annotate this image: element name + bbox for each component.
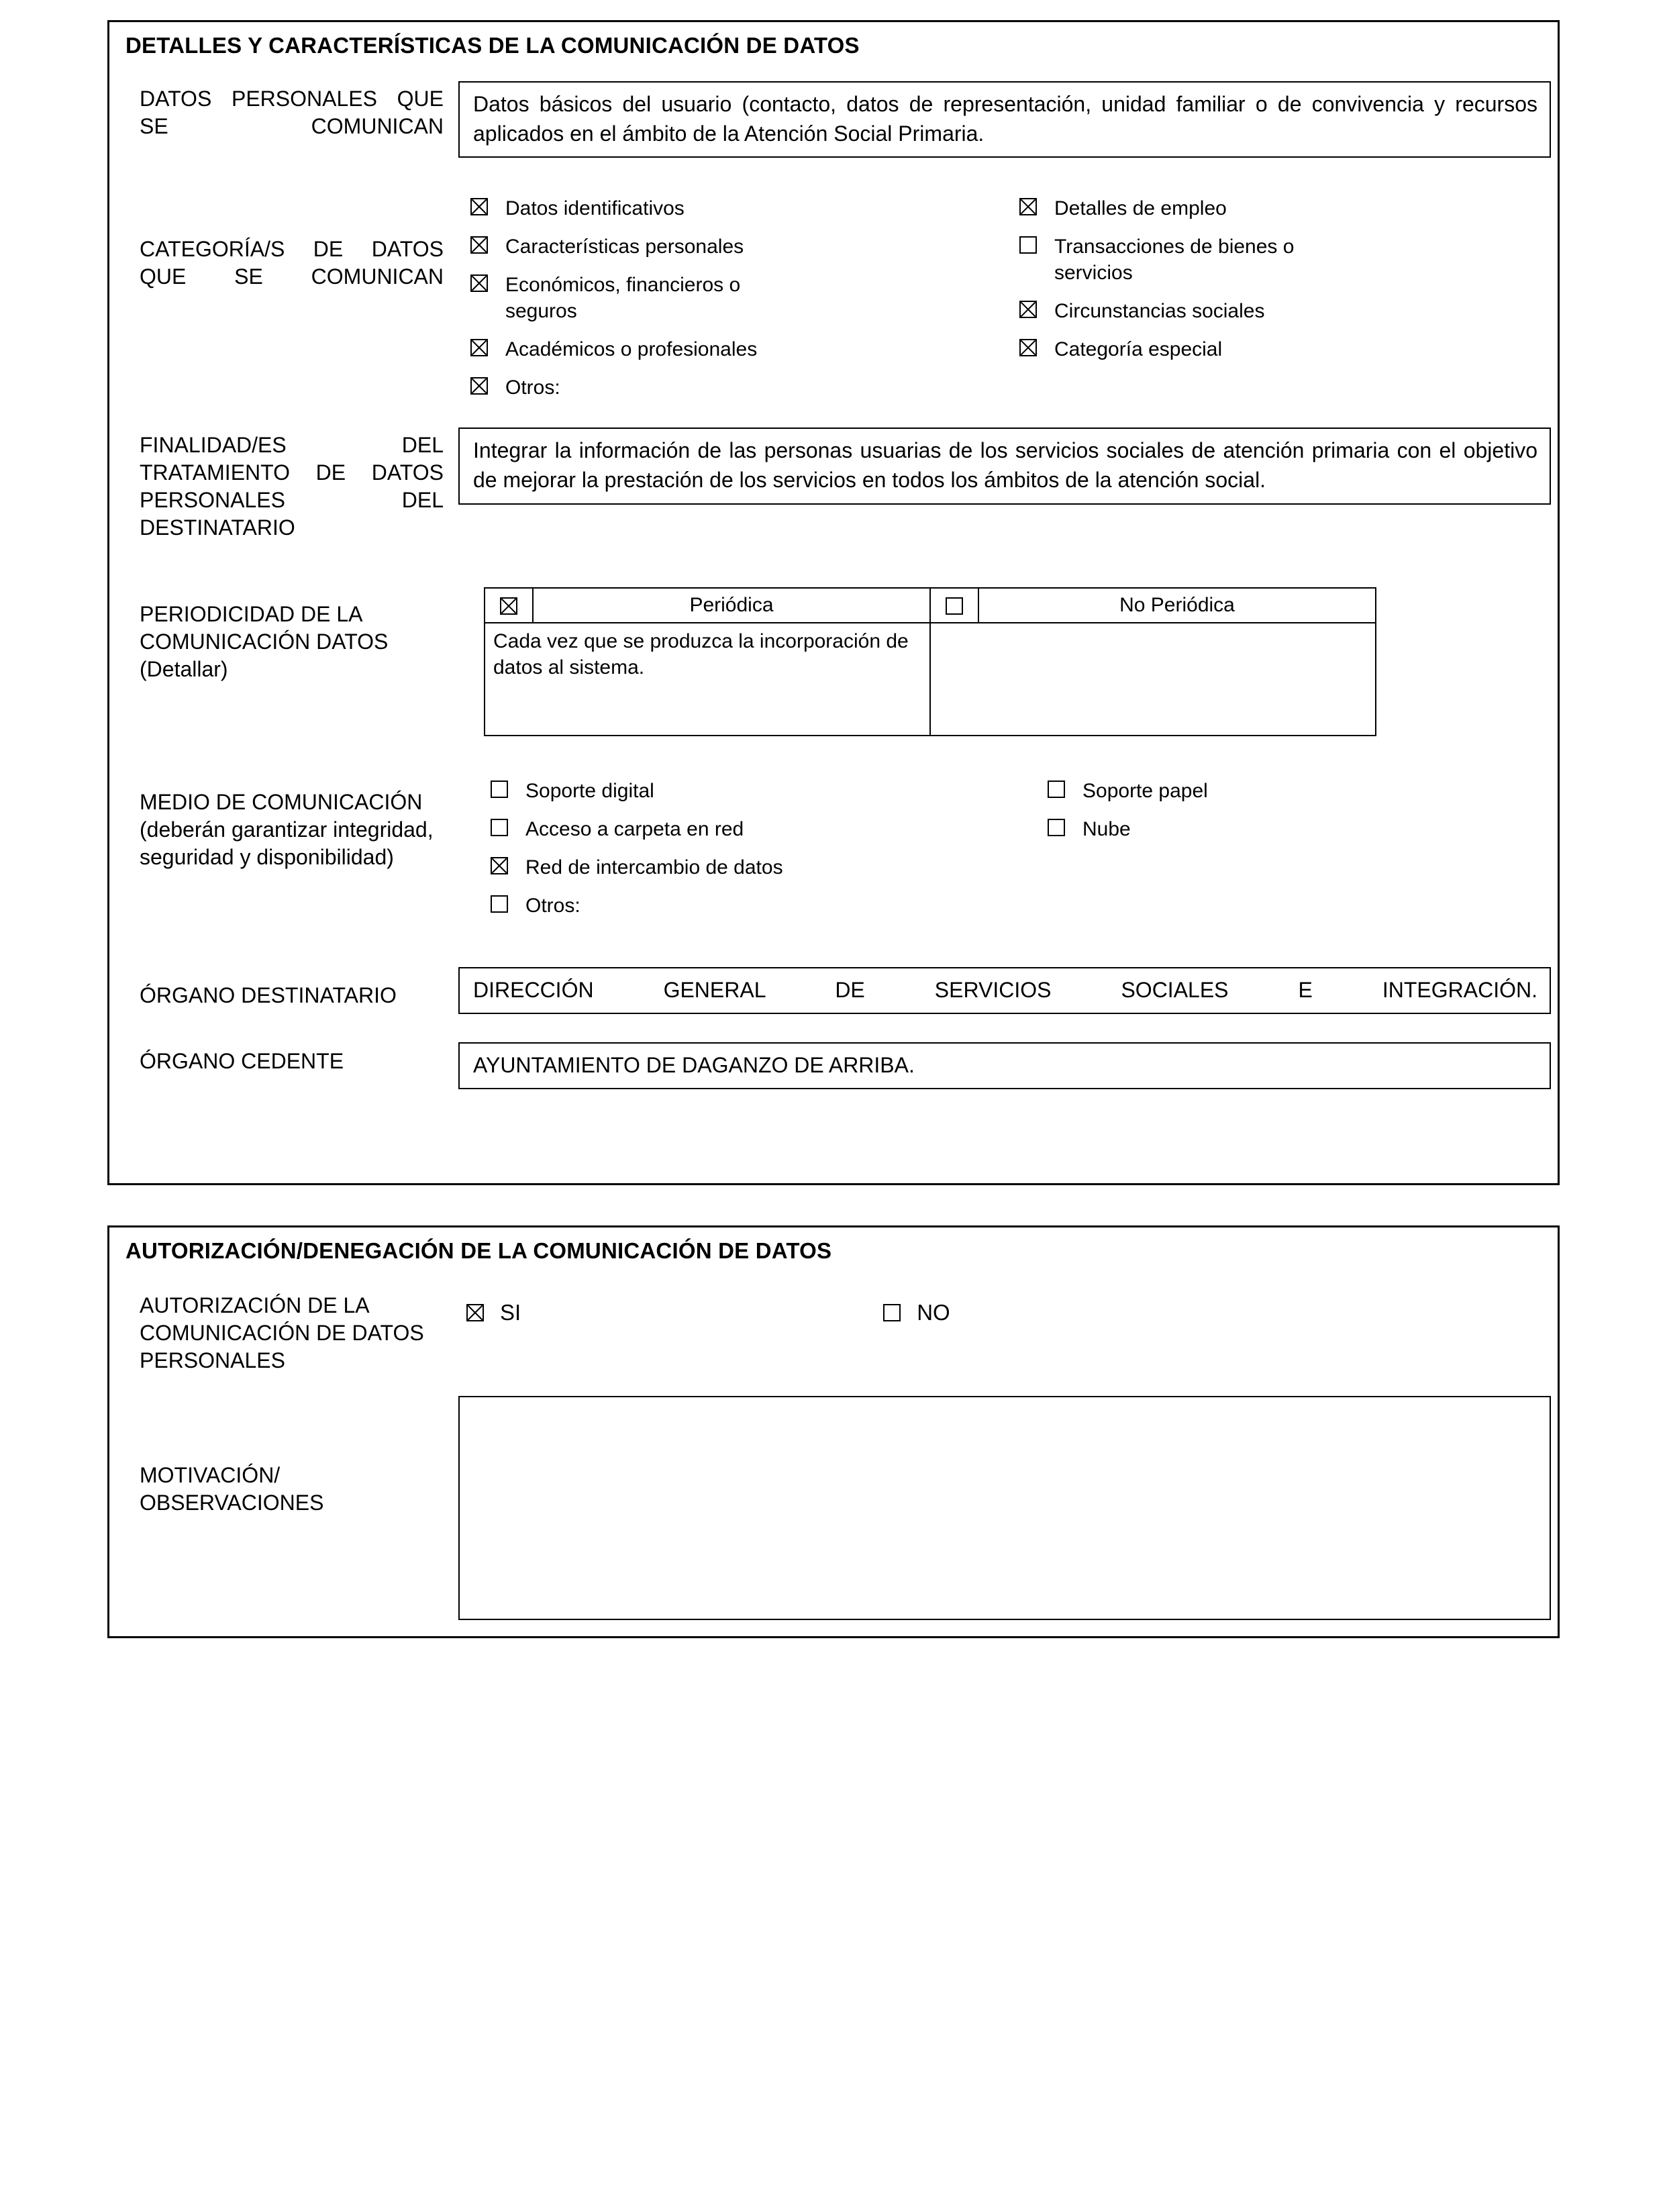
checkbox-nube[interactable] xyxy=(1048,819,1065,836)
checkbox-soporte-papel[interactable] xyxy=(1048,781,1065,798)
table-row xyxy=(485,623,1376,736)
checkbox-row-otros-medio[interactable] xyxy=(491,893,1001,919)
checkbox-row-circunstancias-sociales[interactable] xyxy=(1019,298,1558,324)
checkbox-transacciones-bienes[interactable] xyxy=(1019,236,1037,254)
checkbox-label: Categoría especial xyxy=(1054,338,1223,361)
checkbox-label: Académicos o profesionales xyxy=(505,338,758,361)
checkbox-label: Soporte papel xyxy=(1082,780,1208,803)
checkbox-economicos-financieros[interactable] xyxy=(470,274,488,292)
detail-no-periodica[interactable] xyxy=(930,623,1376,736)
checkbox-label: NO xyxy=(917,1300,950,1325)
checkbox-row-red-intercambio-datos[interactable] xyxy=(491,854,786,881)
header-no-periodica: No Periódica xyxy=(978,588,1376,623)
label-datos-personales xyxy=(109,81,458,144)
checkbox-cell-periodica[interactable] xyxy=(485,588,533,623)
label-periodicidad-line3: (Detallar) xyxy=(140,657,228,682)
label-motivacion xyxy=(109,1396,458,1521)
checkbox-row-soporte-papel[interactable] xyxy=(1048,778,1558,804)
table-row xyxy=(485,588,1376,623)
checkbox-label: Otros: xyxy=(525,895,580,917)
row-finalidad xyxy=(109,428,1558,546)
checkbox-autorizacion-no[interactable] xyxy=(883,1304,901,1321)
row-datos-personales xyxy=(109,81,1558,158)
checkbox-row-economicos-financieros[interactable] xyxy=(470,272,759,324)
checkbox-row-caracteristicas-personales[interactable] xyxy=(470,234,1009,260)
checkbox-row-datos-identificativos[interactable] xyxy=(470,195,1009,221)
label-motivacion-line1: MOTIVACIÓN/ xyxy=(140,1463,281,1488)
checkbox-row-transacciones-bienes[interactable] xyxy=(1019,234,1368,286)
label-motivacion-line2: OBSERVACIONES xyxy=(140,1491,324,1515)
value-finalidad: Integrar la información de las personas usuarias de los servicios sociales de atención primaria con el objetivo de mejorar la prestación de los servicios en todos los ámbitos de la atención social. xyxy=(458,428,1551,504)
section-detalles-caracteristicas xyxy=(107,20,1560,1185)
label-categorias-text: CATEGORÍA/S DE DATOS QUE SE COMUNICAN xyxy=(140,237,444,289)
checkbox-label: Detalles de empleo xyxy=(1054,197,1227,220)
checkbox-otros-categorias[interactable] xyxy=(470,377,488,395)
checkbox-no-periodica[interactable] xyxy=(946,597,963,615)
label-organo-destinatario-text: ÓRGANO DESTINATARIO xyxy=(140,983,397,1008)
row-periodicidad xyxy=(109,585,1558,736)
label-organo-cedente xyxy=(109,1042,458,1079)
medio-options xyxy=(458,774,1558,931)
label-medio-line2: (deberán garantizar integridad, seguridad y disponibilidad) xyxy=(140,817,434,870)
periodicidad-table xyxy=(484,587,1376,736)
label-finalidad-text: FINALIDAD/ES DEL TRATAMIENTO DE DATOS PERSONALES DEL DESTINATARIO xyxy=(140,433,444,540)
label-autorizacion xyxy=(109,1283,458,1378)
label-medio-comunicacion xyxy=(109,774,458,875)
detail-periodica[interactable]: Cada vez que se produzca la incorporación de datos al sistema. xyxy=(485,623,930,736)
checkbox-periodica[interactable] xyxy=(500,597,517,615)
label-periodicidad xyxy=(109,585,458,687)
checkbox-datos-identificativos[interactable] xyxy=(470,198,488,215)
section-autorizacion-denegacion xyxy=(107,1225,1560,1638)
checkbox-row-otros-categorias[interactable] xyxy=(470,374,1009,401)
checkbox-label: Red de intercambio de datos xyxy=(525,856,783,879)
value-organo-cedente: AYUNTAMIENTO DE DAGANZO DE ARRIBA. xyxy=(458,1042,1551,1089)
categorias-col-left xyxy=(458,195,1009,413)
checkbox-label: Circunstancias sociales xyxy=(1054,300,1265,323)
checkbox-categoria-especial[interactable] xyxy=(1019,339,1037,356)
row-medio-comunicacion xyxy=(109,774,1558,931)
checkbox-red-intercambio-datos[interactable] xyxy=(491,857,508,874)
checkbox-label: Características personales xyxy=(505,236,744,258)
checkbox-row-academicos-profesionales[interactable] xyxy=(470,336,1009,362)
checkbox-label: Otros: xyxy=(505,376,560,399)
medio-col-right xyxy=(1001,778,1558,931)
periodicidad-table-wrap xyxy=(458,585,1376,736)
checkbox-academicos-profesionales[interactable] xyxy=(470,339,488,356)
label-categorias xyxy=(109,191,458,295)
value-organo-destinatario: DIRECCIÓN GENERAL DE SERVICIOS SOCIALES E INTEGRACIÓN. xyxy=(458,967,1551,1014)
label-datos-personales-text: DATOS PERSONALES QUE SE COMUNICAN xyxy=(140,87,444,138)
checkbox-label: Económicos, financieros o seguros xyxy=(505,274,741,323)
checkbox-row-soporte-digital[interactable] xyxy=(491,778,1001,804)
row-categorias xyxy=(109,191,1558,413)
medio-col-left xyxy=(491,778,1001,931)
checkbox-row-acceso-carpeta-red[interactable] xyxy=(491,816,1001,842)
checkbox-cell-no-periodica[interactable] xyxy=(930,588,978,623)
checkbox-otros-medio[interactable] xyxy=(491,895,508,913)
label-organo-cedente-text: ÓRGANO CEDENTE xyxy=(140,1049,344,1074)
autorizacion-options xyxy=(458,1283,1558,1325)
label-periodicidad-line1: PERIODICIDAD DE LA xyxy=(140,602,363,627)
label-periodicidad-line2: COMUNICACIÓN DATOS xyxy=(140,630,389,654)
checkbox-label: SI xyxy=(500,1300,521,1325)
checkbox-row-autorizacion-si[interactable] xyxy=(466,1300,521,1325)
checkbox-row-autorizacion-no[interactable] xyxy=(883,1300,950,1325)
label-organo-destinatario xyxy=(109,967,458,1013)
row-organo-cedente xyxy=(109,1042,1558,1089)
textarea-motivacion-observaciones[interactable] xyxy=(458,1396,1551,1620)
value-datos-personales: Datos básicos del usuario (contacto, datos de representación, unidad familiar o de convivencia y recursos aplicados en el ámbito de la Atención Social Primaria. xyxy=(458,81,1551,158)
checkbox-caracteristicas-personales[interactable] xyxy=(470,236,488,254)
row-organo-destinatario xyxy=(109,967,1558,1014)
checkbox-soporte-digital[interactable] xyxy=(491,781,508,798)
checkbox-label: Soporte digital xyxy=(525,780,654,803)
checkbox-acceso-carpeta-red[interactable] xyxy=(491,819,508,836)
checkbox-row-nube[interactable] xyxy=(1048,816,1558,842)
checkbox-autorizacion-si[interactable] xyxy=(466,1304,484,1321)
categorias-col-right xyxy=(1009,195,1558,413)
categorias-options xyxy=(458,191,1558,413)
label-autorizacion-text: AUTORIZACIÓN DE LA COMUNICACIÓN DE DATOS PERSONALES xyxy=(140,1293,424,1373)
checkbox-detalles-empleo[interactable] xyxy=(1019,198,1037,215)
label-finalidad xyxy=(109,428,458,546)
row-autorizacion xyxy=(109,1270,1558,1378)
section-title-detalles: DETALLES Y CARACTERÍSTICAS DE LA COMUNICACIÓN DE DATOS xyxy=(125,33,860,58)
checkbox-label: Transacciones de bienes o servicios xyxy=(1054,236,1295,285)
section-title-autorizacion: AUTORIZACIÓN/DENEGACIÓN DE LA COMUNICACIÓN DE DATOS xyxy=(125,1238,832,1264)
row-motivacion xyxy=(109,1396,1558,1620)
header-periodica: Periódica xyxy=(533,588,930,623)
checkbox-label: Nube xyxy=(1082,818,1131,841)
checkbox-circunstancias-sociales[interactable] xyxy=(1019,301,1037,318)
checkbox-label: Datos identificativos xyxy=(505,197,685,220)
label-medio-line1: MEDIO DE COMUNICACIÓN xyxy=(140,790,423,815)
checkbox-row-categoria-especial[interactable] xyxy=(1019,336,1558,362)
checkbox-label: Acceso a carpeta en red xyxy=(525,818,744,841)
checkbox-row-detalles-empleo[interactable] xyxy=(1019,195,1558,221)
